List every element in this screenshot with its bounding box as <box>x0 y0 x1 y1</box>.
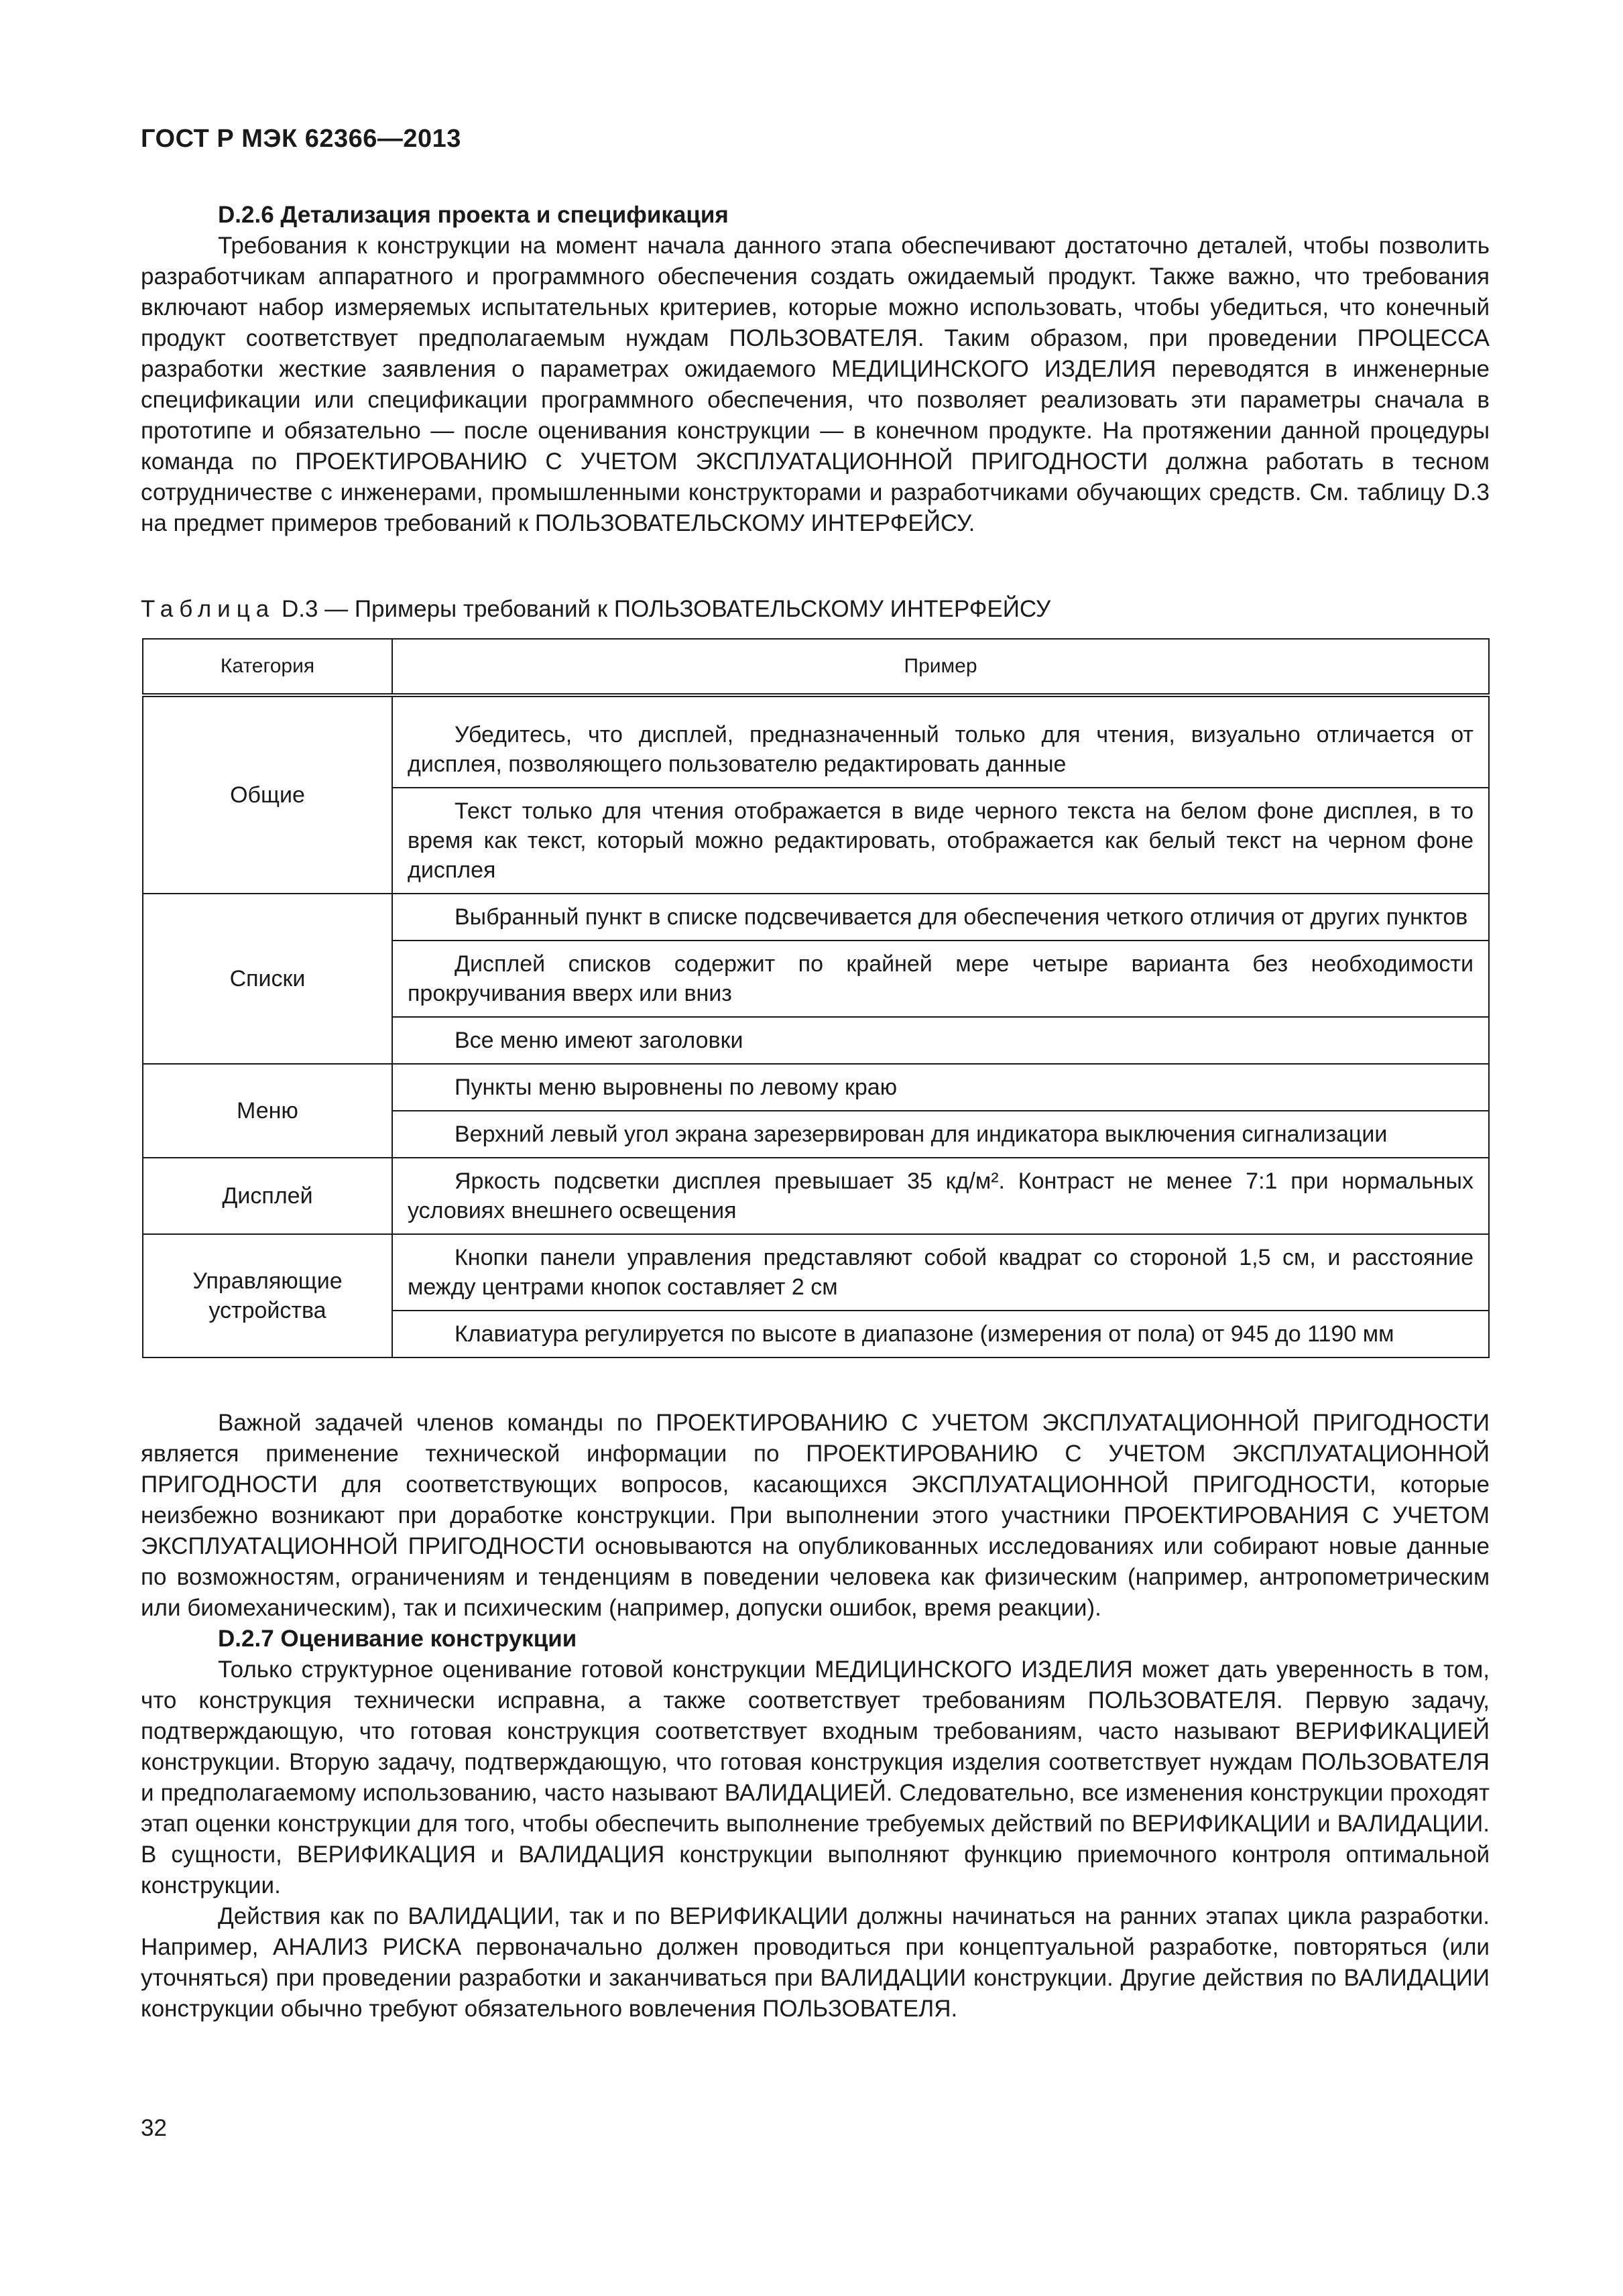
table-caption-label: Таблица <box>141 596 276 622</box>
example-cell: Кнопки панели управления представляют собой квадрат со стороной 1,5 см, и расстояние между центрами кнопок составляет 2 см <box>392 1234 1489 1311</box>
example-cell: Убедитесь, что дисплей, предназначенный только для чтения, визуально отличается от дисплея, позволяющего пользователю редактировать данные <box>392 695 1489 788</box>
page-number: 32 <box>141 2115 167 2141</box>
example-cell: Текст только для чтения отображается в виде черного текста на белом фоне дисплея, в то время как текст, который можно редактировать, отображается как белый текст на черном фоне дисплея <box>392 788 1489 894</box>
paragraph: Только структурное оценивание готовой конструкции МЕДИЦИНСКОГО ИЗДЕЛИЯ может дать уверенность в том, что конструкция технически исправна, а также соответствует требованиям ПОЛЬЗОВАТЕЛЯ. Первую задачу, подтверждающую, что готовая конструкция соответствует входным требованиям, часто называют ВЕРИФИКАЦИЕЙ конструкции. Вторую задачу, подтверждающую, что готовая конструкция изделия соответствует нуждам ПОЛЬЗОВАТЕЛЯ и предполагаемому использованию, часто называют ВАЛИДАЦИЕЙ. Следовательно, все изменения конструкции проходят этап оценки конструкции для того, чтобы обеспечить выполнение требуемых действий по ВЕРИФИКАЦИИ и ВАЛИДАЦИИ. В сущности, ВЕРИФИКАЦИЯ и ВАЛИДАЦИЯ конструкции выполняют функцию приемочного контроля оптимальной конструкции. <box>141 1656 1490 1898</box>
example-cell: Дисплей списков содержит по крайней мере четыре варианта без необходимости прокручивания вверх или вниз <box>392 941 1489 1017</box>
category-cell <box>143 1234 392 1357</box>
requirements-table <box>142 638 1490 1358</box>
category-line: устройства <box>208 1298 326 1323</box>
table-row <box>143 1234 1489 1311</box>
paragraph: Важной задачей членов команды по ПРОЕКТИРОВАНИЮ С УЧЕТОМ ЭКСПЛУАТАЦИОННОЙ ПРИГОДНОСТИ является применение технической информации по ПРОЕКТИРОВАНИЮ С УЧЕТОМ ЭКСПЛУАТАЦИОННОЙ ПРИГОДНОСТИ для соответствующих вопросов, касающихся ЭКСПЛУАТАЦИОННОЙ ПРИГОДНОСТИ, которые неизбежно возникают при доработке конструкции. При выполнении этого участники ПРОЕКТИРОВАНИЯ С УЧЕТОМ ЭКСПЛУАТАЦИОННОЙ ПРИГОДНОСТИ основываются на опубликованных исследованиях или собирают новые данные по возможностям, ограничениям и тенденциям в поведении человека как физическим (например, антропометрическим или биомеханическим), так и психическим (например, допуски ошибок, время реакции). <box>141 1410 1490 1621</box>
paragraph: Действия как по ВАЛИДАЦИИ, так и по ВЕРИФИКАЦИИ должны начинаться на ранних этапах цикла разработки. Например, АНАЛИЗ РИСКА первоначально должен проводиться при концептуальной разработке, повторяться (или уточняться) при проведении разработки и заканчиваться при ВАЛИДАЦИИ конструкции. Другие действия по ВАЛИДАЦИИ конструкции обычно требуют обязательного вовлечения ПОЛЬЗОВАТЕЛЯ. <box>141 1903 1490 2022</box>
section-heading: D.2.7 Оценивание конструкции <box>218 1626 577 1652</box>
category-line: Управляющие <box>192 1268 343 1294</box>
example-cell: Яркость подсветки дисплея превышает 35 кд/м². Контраст не менее 7:1 при нормальных условиях внешнего освещения <box>392 1158 1489 1234</box>
table-header-row <box>143 639 1489 695</box>
table-row <box>143 695 1489 788</box>
paragraph: Требования к конструкции на момент начала данного этапа обеспечивают достаточно деталей, чтобы позволить разработчикам аппаратного и программного обеспечения создать ожидаемый продукт. Также важно, что требования включают набор измеряемых испытательных критериев, которые можно использовать, чтобы убедиться, что конечный продукт соответствует предполагаемым нуждам ПОЛЬЗОВАТЕЛЯ. Таким образом, при проведении ПРОЦЕССА разработки жесткие заявления о параметрах ожидаемого МЕДИЦИНСКОГО ИЗДЕЛИЯ переводятся в инженерные спецификации или спецификации программного обеспечения, что позволяет реализовать эти параметры сначала в прототипе и обязательно — после оценивания конструкции — в конечном продукте. На протяжении данной процедуры команда по ПРОЕКТИРОВАНИЮ С УЧЕТОМ ЭКСПЛУАТАЦИОННОЙ ПРИГОДНОСТИ должна работать в тесном сотрудничестве с инженерами, промышленными конструкторами и разработчиками обучающих средств. См. таблицу D.3 на предмет примеров требований к ПОЛЬЗОВАТЕЛЬСКОМУ ИНТЕРФЕЙСУ. <box>141 233 1490 536</box>
section-after-table <box>141 1408 1490 2025</box>
document-header: ГОСТ Р МЭК 62366—2013 <box>141 125 461 153</box>
column-header-example: Пример <box>392 639 1489 695</box>
table-row <box>143 1158 1489 1234</box>
table-caption <box>141 594 1050 625</box>
category-cell: Списки <box>143 894 392 1064</box>
example-cell: Клавиатура регулируется по высоте в диапазоне (измерения от пола) от 945 до 1190 мм <box>392 1311 1489 1357</box>
example-cell: Выбранный пункт в списке подсвечивается для обеспечения четкого отличия от других пунктов <box>392 894 1489 941</box>
section-d26 <box>141 200 1490 539</box>
table-row <box>143 1064 1489 1111</box>
category-cell-text <box>192 1266 342 1325</box>
category-cell: Меню <box>143 1064 392 1158</box>
column-header-category: Категория <box>143 639 392 695</box>
table-row <box>143 894 1489 941</box>
example-cell: Все меню имеют заголовки <box>392 1017 1489 1064</box>
category-cell: Дисплей <box>143 1158 392 1234</box>
category-cell: Общие <box>143 695 392 894</box>
example-cell: Верхний левый угол экрана зарезервирован для индикатора выключения сигнализации <box>392 1111 1489 1158</box>
table-caption-text: D.3 — Примеры требований к ПОЛЬЗОВАТЕЛЬСКОМУ ИНТЕРФЕЙСУ <box>281 596 1051 622</box>
section-heading: D.2.6 Детализация проекта и спецификация <box>218 202 729 228</box>
example-cell: Пункты меню выровнены по левому краю <box>392 1064 1489 1111</box>
